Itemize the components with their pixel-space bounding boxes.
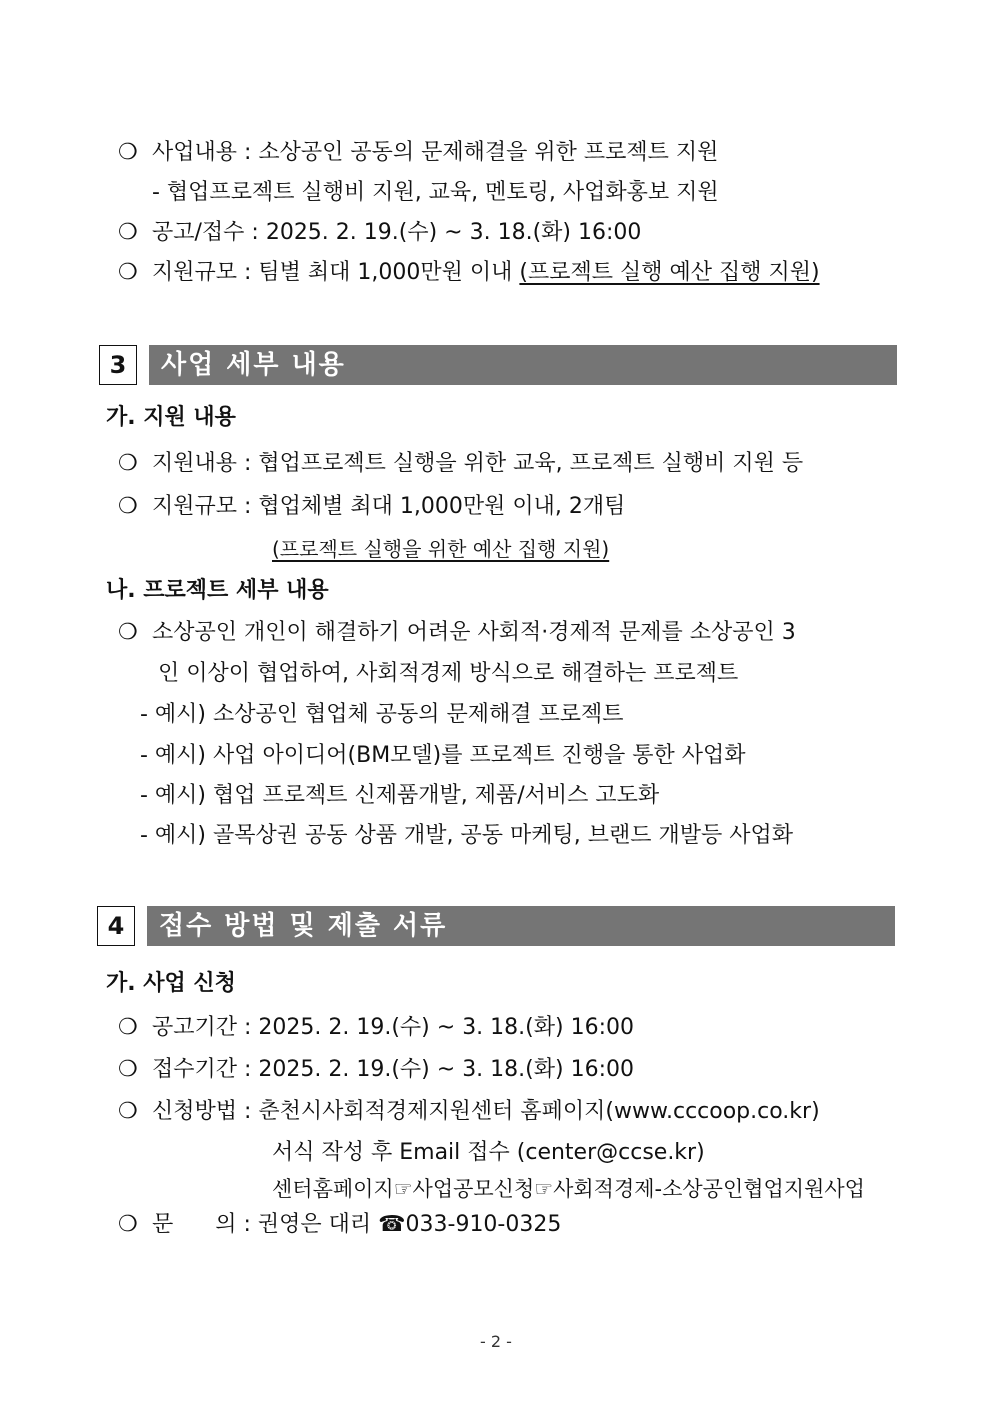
support-note: (프로젝트 실행을 위한 예산 집행 지원) <box>272 537 610 561</box>
subheading-project: 나. 프로젝트 세부 내용 <box>106 578 329 603</box>
bullet-icon: ❍ <box>118 260 138 285</box>
support-text: 지원내용 : 협업프로젝트 실행을 위한 교육, 프로젝트 실행비 지원 등 <box>152 451 804 476</box>
project-text: 소상공인 개인이 해결하기 어려운 사회적·경제적 문제를 소상공인 3 <box>152 620 796 645</box>
intro-underline-note: (프로젝트 실행 예산 집행 지원) <box>519 260 820 285</box>
bullet-icon: ❍ <box>118 451 138 476</box>
bullet-icon: ❍ <box>118 1099 138 1124</box>
apply-item <box>118 1013 634 1043</box>
bullet-icon: ❍ <box>118 620 138 645</box>
intro-text: 지원규모 : 팀별 최대 1,000만원 이내 <box>152 260 520 285</box>
subheading-support: 가. 지원 내용 <box>106 405 236 430</box>
project-item-cont: 인 이상이 협업하여, 사회적경제 방식으로 해결하는 프로젝트 <box>158 661 739 686</box>
intro-item-period <box>118 218 641 248</box>
apply-email-line: 서식 작성 후 Email 접수 (center@ccse.kr) <box>272 1140 705 1165</box>
bullet-icon: ❍ <box>118 494 138 519</box>
example-item: - 예시) 사업 아이디어(BM모델)를 프로젝트 진행을 통한 사업화 <box>140 743 746 768</box>
example-item: - 예시) 협업 프로젝트 신제품개발, 제품/서비스 고도화 <box>140 783 660 808</box>
section-title: 사업 세부 내용 <box>149 345 897 385</box>
bullet-icon: ❍ <box>118 220 138 245</box>
apply-path-line: 센터홈페이지☞사업공모신청☞사회적경제-소상공인협업지원사업 <box>272 1177 865 1201</box>
support-item <box>118 492 625 522</box>
section-title: 접수 방법 및 제출 서류 <box>147 906 895 946</box>
project-item <box>118 618 796 648</box>
intro-item-scale <box>118 258 820 288</box>
page-number: - 2 - <box>480 1332 512 1351</box>
intro-item-content <box>118 138 718 168</box>
apply-item <box>118 1097 820 1127</box>
support-text: 지원규모 : 협업체별 최대 1,000만원 이내, 2개팀 <box>152 494 626 519</box>
intro-item-detail <box>152 178 719 208</box>
inquiry-text: 문 의 : 권영은 대리 ☎033-910-0325 <box>152 1212 562 1237</box>
section-number: 4 <box>97 906 135 946</box>
bullet-icon: ❍ <box>118 1212 138 1237</box>
inquiry-item <box>118 1210 561 1240</box>
bullet-icon: ❍ <box>118 1015 138 1040</box>
section-3-header <box>99 345 897 385</box>
apply-text: 공고기간 : 2025. 2. 19.(수) ~ 3. 18.(화) 16:00 <box>152 1015 634 1040</box>
bullet-icon: ❍ <box>118 140 138 165</box>
example-item: - 예시) 소상공인 협업체 공동의 문제해결 프로젝트 <box>140 702 624 727</box>
intro-text: 공고/접수 : 2025. 2. 19.(수) ~ 3. 18.(화) 16:00 <box>152 220 642 245</box>
intro-text: - 협업프로젝트 실행비 지원, 교육, 멘토링, 사업화홍보 지원 <box>152 180 719 205</box>
section-number: 3 <box>99 345 137 385</box>
example-item: - 예시) 골목상권 공동 상품 개발, 공동 마케팅, 브랜드 개발등 사업화 <box>140 823 793 848</box>
intro-text: 사업내용 : 소상공인 공동의 문제해결을 위한 프로젝트 지원 <box>152 140 719 165</box>
section-4-header <box>97 906 895 946</box>
apply-item <box>118 1055 634 1085</box>
bullet-icon: ❍ <box>118 1057 138 1082</box>
support-item <box>118 449 803 479</box>
subheading-apply: 가. 사업 신청 <box>106 971 236 996</box>
apply-text: 신청방법 : 춘천시사회적경제지원센터 홈페이지(www.cccoop.co.kr) <box>152 1099 820 1124</box>
apply-text: 접수기간 : 2025. 2. 19.(수) ~ 3. 18.(화) 16:00 <box>152 1057 634 1082</box>
